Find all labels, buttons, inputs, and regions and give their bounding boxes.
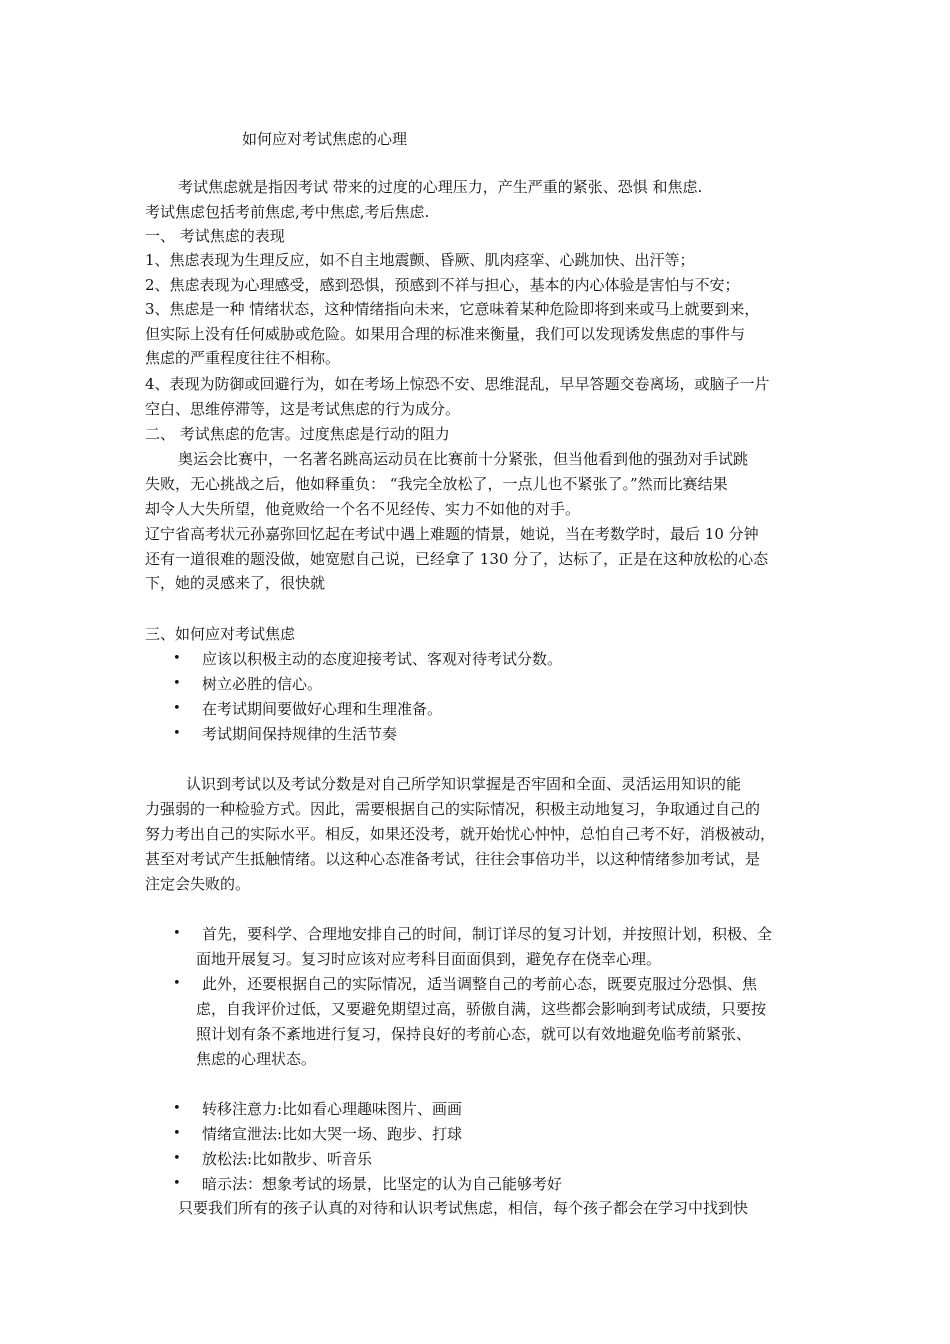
bullet-item: 树立必胜的信心。 [202, 675, 323, 693]
section1-line: 2、焦虑表现为心理感受，感到恐惧，预感到不祥与担心，基本的内心体验是害怕与不安； [145, 276, 740, 294]
paragraph-line: 认识到考试以及考试分数是对自己所学知识掌握是否牢固和全面、灵活运用知识的能 [186, 775, 742, 793]
paragraph-line: 努力考出自己的实际水平。相反，如果还没考，就开始忧心忡忡，总怕自己考不好，消极被动， [145, 825, 776, 843]
bullet-marker: • [173, 976, 181, 991]
section1-line: 焦虑的严重程度往往不相称。 [145, 349, 341, 367]
section2-line: 还有一道很难的题没做，她宽慰自己说，已经拿了 130 分了，达标了，正是在这种放松的心态 [145, 550, 769, 568]
bullet-item: 应该以积极主动的态度迎接考试、客观对待考试分数。 [202, 650, 563, 668]
bullet-item: 暗示法：想象考试的场景，比坚定的认为自己能够考好 [202, 1175, 563, 1193]
section2-line: 下，她的灵感来了，很快就 [145, 574, 326, 592]
section1-line: 4、表现为防御或回避行为，如在考场上惊恐不安、思维混乱，早早答题交卷离场，或脑子一片 [145, 375, 770, 393]
paragraph-line: 甚至对考试产生抵触情绪。以这种心态准备考试，往往会事倍功半，以这种情绪参加考试，是 [145, 850, 761, 868]
bullet-item-line: 面地开展复习。复习时应该对应考科目面面俱到，避免存在侥幸心理。 [196, 950, 662, 968]
section2-line: 辽宁省高考状元孙嘉弥回忆起在考试中遇上难题的情景，她说，当在考数学时，最后 10 分钟 [145, 525, 759, 543]
bullet-item-line: 此外，还要根据自己的实际情况，适当调整自己的考前心态，既要克服过分恐惧、焦 [202, 975, 758, 993]
section3-heading: 三、如何应对考试焦虑 [145, 625, 296, 643]
bullet-item-line: 首先，要科学、合理地安排自己的时间，制订详尽的复习计划，并按照计划，积极、全 [202, 925, 773, 943]
bullet-item: 在考试期间要做好心理和生理准备。 [202, 700, 443, 718]
section2-line: 失败，无心挑战之后，他如释重负： “我完全放松了，一点儿也不紧张了。”然而比赛结果 [145, 475, 728, 493]
bullet-marker: • [173, 726, 181, 741]
bullet-item-line: 焦虑的心理状态。 [196, 1050, 317, 1068]
bullet-marker: • [173, 1176, 181, 1191]
bullet-marker: • [173, 1151, 181, 1166]
bullet-marker: • [173, 651, 181, 666]
bullet-item: 放松法:比如散步、听音乐 [202, 1150, 373, 1168]
section1-line: 3、焦虑是一种 情绪状态，这种情绪指向未来，它意味着某种危险即将到来或马上就要到来， [145, 300, 760, 318]
section2-heading: 二、 考试焦虑的危害。过度焦虑是行动的阻力 [145, 425, 450, 443]
section2-line: 奥运会比赛中，一名著名跳高运动员在比赛前十分紧张，但当他看到他的强劲对手试跳 [178, 450, 749, 468]
bullet-marker: • [173, 676, 181, 691]
paragraph-line: 注定会失败的。 [145, 875, 251, 893]
bullet-item: 情绪宣泄法:比如大哭一场、跑步、打球 [202, 1125, 463, 1143]
bullet-marker: • [173, 701, 181, 716]
intro-line: 考试焦虑包括考前焦虑,考中焦虑,考后焦虑. [145, 203, 430, 221]
bullet-marker: • [173, 1126, 181, 1141]
section1-line: 1、焦虑表现为生理反应，如不自主地震颤、昏厥、肌肉痉挛、心跳加快、出汗等； [145, 251, 695, 269]
bullet-item-line: 照计划有条不紊地进行复习，保持良好的考前心态，就可以有效地避免临考前紧张、 [196, 1025, 752, 1043]
document-title: 如何应对考试焦虑的心理 [242, 130, 408, 148]
closing-line: 只要我们所有的孩子认真的对待和认识考试焦虑，相信，每个孩子都会在学习中找到快 [178, 1199, 749, 1217]
bullet-item: 转移注意力:比如看心理趣味图片、画画 [202, 1100, 463, 1118]
section1-line: 空白、思维停滞等，这是考试焦虑的行为成分。 [145, 400, 461, 418]
paragraph-line: 力强弱的一种检验方式。因此，需要根据自己的实际情况，积极主动地复习，争取通过自己的 [145, 800, 761, 818]
section2-line: 却令人大失所望，他竟败给一个名不见经传、实力不如他的对手。 [145, 500, 581, 518]
bullet-marker: • [173, 1101, 181, 1116]
bullet-item: 考试期间保持规律的生活节奏 [202, 725, 398, 743]
bullet-item-line: 虑，自我评价过低，又要避免期望过高，骄傲自满，这些都会影响到考试成绩，只要按 [196, 1000, 767, 1018]
section1-line: 但实际上没有任何威胁或危险。如果用合理的标准来衡量，我们可以发现诱发焦虑的事件与 [145, 325, 746, 343]
bullet-marker: • [173, 926, 181, 941]
intro-line: 考试焦虑就是指因考试 带来的过度的心理压力，产生严重的紧张、恐惧 和焦虑. [178, 178, 703, 196]
section1-heading: 一、 考试焦虑的表现 [145, 227, 285, 245]
